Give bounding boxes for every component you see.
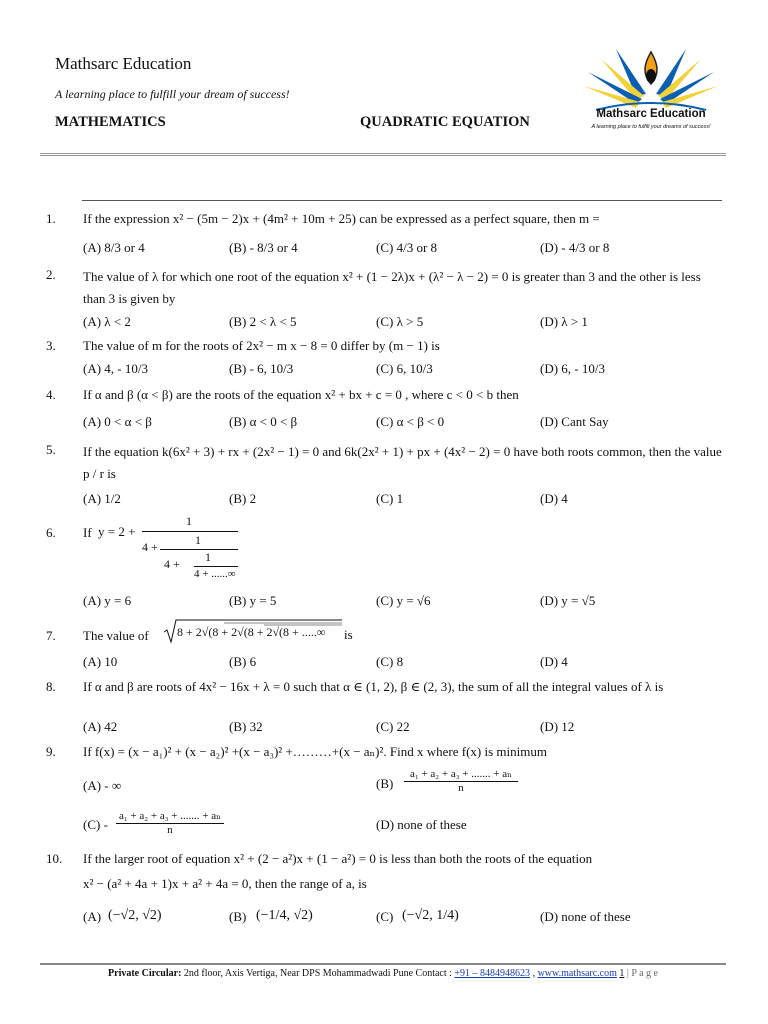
footer [40, 968, 726, 979]
brand-name: Mathsarc Education [55, 54, 192, 73]
cf-bar-2 [160, 549, 238, 550]
question-number: 6. [46, 525, 56, 540]
question-number: 3. [46, 338, 56, 353]
question-text: The value of m for the roots of 2x² − m x − 8 = 0 differ by (m − 1) is [83, 338, 440, 353]
option-d: (D) none of these [376, 817, 467, 832]
footer-address: 2nd floor, Axis Vertiga, Near DPS Mohammadwadi Pune Contact : [183, 968, 452, 979]
footer-separator: , [530, 968, 536, 979]
cf-bar-3 [194, 566, 238, 567]
option-a: (A) y = 6 [83, 593, 132, 608]
fraction-denominator: n [167, 824, 173, 836]
option-b: (B) - 8/3 or 4 [229, 240, 298, 255]
question-number: 5. [46, 442, 56, 457]
option-a: (A) 8/3 or 4 [83, 240, 145, 255]
topic: QUADRATIC EQUATION [360, 114, 530, 130]
question-text: If α and β (α < β) are the roots of the equation x² + bx + c = 0 , where c < 0 < b then [83, 387, 519, 402]
option-c: (C) y = √6 [376, 593, 431, 608]
question-number: 4. [46, 387, 56, 402]
option-b: (B) 2 [229, 491, 257, 506]
cf-num-3: 1 [205, 550, 211, 564]
option-d: (D) 4 [540, 654, 568, 669]
option-c: (C) 4/3 or 8 [376, 240, 438, 255]
q9-fraction-c [116, 810, 224, 837]
option-a: (A) 1/2 [83, 491, 121, 506]
question-text: If [83, 525, 92, 540]
option-b: (B) 32 [229, 719, 263, 734]
cf-tail: 4 + ......∞ [194, 568, 236, 580]
q10-interval-b: (−1/4, √2) [256, 908, 313, 923]
option-a: (A) 10 [83, 654, 118, 669]
option-b: (B) 6 [229, 654, 257, 669]
option-a: (A) - ∞ [83, 778, 122, 793]
radical-expression: 8 + 2√(8 + 2√(8 + 2√(8 + .....∞ [177, 625, 326, 639]
fraction-numerator: a₁ + a₂ + a₃ + ....... + aₙ [404, 768, 518, 782]
option-c: (C) - [83, 817, 108, 832]
option-c: (C) 1 [376, 491, 404, 506]
cf-bar-1 [142, 531, 238, 532]
question-number: 8. [46, 679, 56, 694]
option-a: (A) λ < 2 [83, 314, 131, 329]
question-text: The value of [83, 628, 149, 643]
option-d: (D) λ > 1 [540, 314, 588, 329]
option-b: (B) [376, 776, 394, 791]
question-text: If the expression x² − (5m − 2)x + (4m² + 10m + 25) can be expressed as a perfect square, then m = [83, 211, 600, 226]
footer-divider [40, 963, 726, 965]
question-text: If α and β are roots of 4x² − 16x + λ = 0 such that α ∈ (1, 2), β ∈ (2, 3), the sum of all the integral values of λ is [83, 679, 664, 694]
footer-label: Private Circular: [108, 968, 182, 979]
fraction-numerator: a₁ + a₂ + a₃ + ....... + aₙ [116, 810, 224, 824]
footer-website-link[interactable]: www.mathsarc.com [537, 968, 617, 979]
option-b: (B) - 6, 10/3 [229, 361, 294, 376]
option-b: (B) [229, 909, 247, 924]
question-text: If the larger root of equation x² + (2 − a²)x + (1 − a²) = 0 is less than both the roots of the equation [83, 851, 593, 866]
option-b: (B) α < 0 < β [229, 414, 298, 429]
option-d: (D) y = √5 [540, 593, 596, 608]
cf-four-2: 4 + [164, 557, 180, 571]
question-10-continued: x² − (a² + 4a + 1)x + a² + 4a = 0, then the range of a, is [83, 876, 367, 891]
option-d: (D) Cant Say [540, 414, 609, 429]
question-text: If the equation k(6x² + 3) + rx + (2x² − 1) = 0 and 6k(2x² + 1) + px + (4x² − 2) = 0 have both roots common, then the value p / r is [83, 444, 722, 481]
header-divider [40, 153, 726, 156]
option-c: (C) 22 [376, 719, 410, 734]
question-number: 10. [46, 851, 63, 866]
option-c: (C) 6, 10/3 [376, 361, 433, 376]
q9-fraction-b [404, 768, 518, 795]
page-number: 1 [619, 968, 625, 979]
question-number: 9. [46, 744, 56, 759]
question-text: If f(x) = (x − a₁)² + (x − a₂)² +(x − a₃)² +………+(x − aₙ)². Find x where f(x) is minimum [83, 744, 547, 759]
cf-lhs: y = 2 + [98, 524, 136, 539]
option-b: (B) 2 < λ < 5 [229, 314, 297, 329]
fraction-denominator: n [458, 782, 464, 794]
tagline: A learning place to fulfill your dream of success! [55, 87, 290, 101]
footer-phone-link[interactable]: +91 – 8484948623 [454, 968, 531, 979]
cf-four-1: 4 + [142, 540, 158, 554]
nested-radical [164, 618, 344, 644]
option-d: (D) 6, - 10/3 [540, 361, 605, 376]
continued-fraction [98, 514, 248, 584]
option-d: (D) 4 [540, 491, 568, 506]
option-a: (A) 4, - 10/3 [83, 361, 148, 376]
logo [576, 44, 726, 144]
question-number: 7. [46, 628, 56, 643]
logo-tagline: A learning place to fulfill your dreams of success! [591, 124, 711, 130]
q10-interval-c: (−√2, 1/4) [402, 908, 459, 923]
cf-num-1: 1 [186, 514, 192, 528]
option-a: (A) 42 [83, 719, 118, 734]
question-text: The value of λ for which one root of the equation x² + (1 − 2λ)x + (λ² − λ − 2) = 0 is greater than 3 and the other is less than 3 is given by [83, 269, 701, 306]
option-c: (C) λ > 5 [376, 314, 424, 329]
option-d: (D) 12 [540, 719, 575, 734]
content-divider [82, 200, 722, 201]
subject: MATHEMATICS [55, 114, 166, 130]
q10-interval-a: (−√2, √2) [108, 908, 162, 923]
option-c: (C) [376, 909, 394, 924]
question-number: 2. [46, 267, 56, 282]
option-c: (C) α < β < 0 [376, 414, 445, 429]
cf-num-2: 1 [195, 533, 201, 547]
option-b: (B) y = 5 [229, 593, 277, 608]
question-number: 1. [46, 211, 56, 226]
q7-is: is [344, 627, 353, 642]
logo-text: Mathsarc Education [596, 108, 706, 120]
page-label: | P a g e [626, 968, 658, 979]
option-a: (A) 0 < α < β [83, 414, 152, 429]
option-c: (C) 8 [376, 654, 404, 669]
option-a: (A) [83, 909, 102, 924]
option-d: (D) - 4/3 or 8 [540, 240, 610, 255]
option-d: (D) none of these [540, 909, 631, 924]
